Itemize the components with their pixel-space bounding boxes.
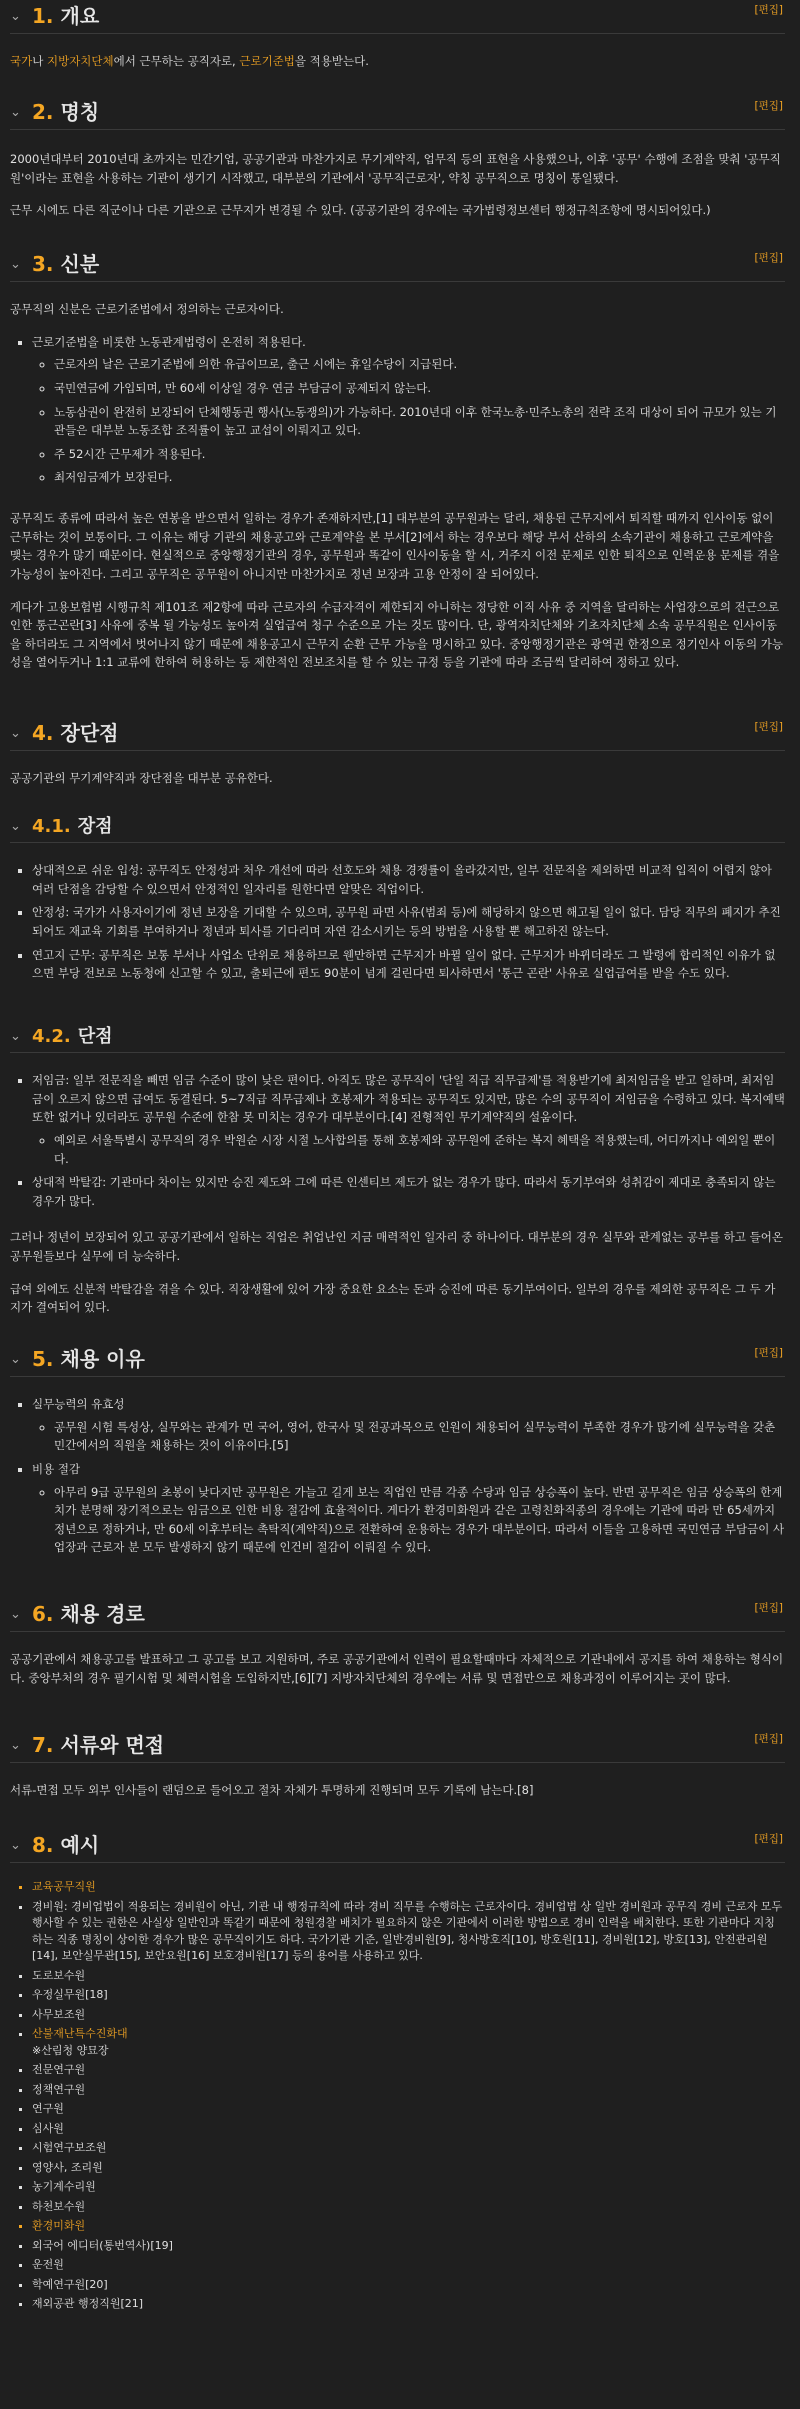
list-item (32, 333, 785, 487)
section-title: 채용 이유 (60, 1347, 145, 1372)
edit-link[interactable]: [편집] (754, 721, 783, 733)
link-local-government[interactable]: 지방자치단체 (46, 54, 114, 68)
section-heading-1 (10, 0, 785, 34)
edit-link[interactable]: [편집] (754, 4, 783, 16)
list-item: ▪ 시험연구보조원 (32, 2140, 785, 2157)
section-number: 4. (32, 721, 54, 746)
list-item-link[interactable]: ▪ 환경미화원 (32, 2218, 785, 2235)
list-text: 근로기준법을 비롯한 노동관계법령이 온전히 적용된다. (32, 334, 306, 349)
list-item: ◦ 공무원 시험 특성상, 실무와는 관계가 먼 국어, 영어, 한국사 및 전공과목으로 인원이 채용되어 실무능력이 부족한 경우가 많기에 실무능력을 갖춘 민간에서의 직원을 채용하는 것이 이유이다.[5] (54, 1418, 785, 1455)
chevron-down-icon[interactable]: ⌄ (10, 104, 21, 120)
section-title: 장단점 (60, 721, 119, 746)
link-country[interactable]: 국가 (10, 54, 33, 68)
list-item: ◦ 국민연금에 가입되며, 만 60세 이상일 경우 연금 부담금이 공제되지 않는다. (54, 379, 785, 398)
paragraph: 서류-면접 모두 외부 인사들이 랜덤으로 들어오고 절차 자체가 투명하게 진행되며 모두 기록에 남는다.[8] (10, 1783, 534, 1797)
chevron-down-icon[interactable]: ⌄ (10, 1737, 21, 1753)
section-number: 6. (32, 1602, 54, 1627)
section-title: 개요 (60, 4, 100, 29)
paragraph: 공공기관의 무기계약직과 장단점을 대부분 공유한다. (10, 771, 273, 785)
list-item (32, 2026, 785, 2059)
chevron-down-icon[interactable]: ⌄ (10, 1837, 21, 1853)
chevron-down-icon[interactable]: ⌄ (10, 1606, 21, 1622)
section-number: 3. (32, 252, 54, 277)
section-number: 2. (32, 100, 54, 125)
section-heading-5 (10, 1343, 785, 1377)
section-title: 서류와 면접 (60, 1733, 165, 1758)
list-item: ▪ 영양사, 조리원 (32, 2160, 785, 2177)
edit-link[interactable]: [편집] (754, 1347, 783, 1359)
list-item: ▪ 사무보조원 (32, 2007, 785, 2024)
list (10, 1395, 785, 1557)
list-text: 비용 절감 (32, 1461, 81, 1476)
section-heading-6 (10, 1598, 785, 1632)
text: 을 적용받는다. (294, 54, 369, 68)
section-title: 신분 (60, 252, 100, 277)
paragraph: 게다가 고용보험법 시행규칙 제101조 제2항에 따라 근로자의 수급자격이 제한되지 아니하는 정당한 이직 사유 중 지역을 달리하는 사업장으로의 전근으로 인한 통근곤란[3] 사유에 중복 될 가능성도 높아져 실업급여 청구 수준으로 가는 것도 많이다. 단, 광역자치단체와 기초자치단체 소속 공무직원은 인사이동을 하더라도 그 지역에서 벗어나지 않기 때문에 채용공고시 근무지 순환 근무 가능을 명시하고 있다. 중앙행정기관은 광역권 한정으로 정기인사 이동의 가능성을 열어두거나 1:1 교류에 한하여 허용하는 등 제한적인 전보조치를 할 수 있는 규정 등을 기관에 따라 조금씩 달리하여 정하고 있다. (10, 599, 783, 670)
list-text: 저임금: 일부 전문직을 빼면 임금 수준이 많이 낮은 편이다. 아직도 많은 공무직이 '단일 직급 직무급제'를 적용받기에 최저임금을 받고 일하며, 최저임금이 오르지 않으면 급여도 동결된다. 5~7직급 직무급제나 호봉제가 적용되는 공무직도 있지만, 많은 수의 공무직이 저임금을 수령하고 있다. 복지예택 또한 없거나 있더라도 공무원 수준에 한참 못 미치는 경우가 대부분이다.[4] 전형적인 무기계약직의 설움이다. (32, 1073, 785, 1125)
section-heading-4-1 (10, 812, 785, 843)
list-note: ※산림청 양묘장 (32, 2043, 109, 2057)
list-item: ◦ 예외로 서울특별시 공무직의 경우 박원순 시장 시절 노사합의를 통해 호봉제와 공무원에 준하는 복지 혜택을 적용했는데, 어디까지나 예외일 뿐이다. (54, 1131, 785, 1168)
chevron-down-icon[interactable]: ⌄ (10, 1351, 21, 1367)
list-item: ▪ 외국어 에디터(통번역사)[19] (32, 2238, 785, 2255)
list-item: ▪ 우정실무원[18] (32, 1987, 785, 2004)
paragraph: 공무직도 종류에 따라서 높은 연봉을 받으면서 일하는 경우가 존재하지만,[1] 대부분의 공무원과는 달리, 채용된 근무지에서 퇴직할 때까지 인사이동 없이 근무하는 것이 보통이다. 그 이유는 해당 기관의 채용공고와 근로계약을 본 부서[2]에서 하는 경우보다 해당 부서 산하의 소속기관이 채용하고 근로계약을 맺는 경우가 많기 때문이다. 현실적으로 중앙행정기관의 경우, 공무원과 똑같이 인사이동을 할 시, 거주지 이전 문제로 인한 퇴직으로 인력운용 문제를 겪을 가능성이 높아진다. 그리고 공무직은 공무원이 아니지만 마찬가지로 정년 보장과 고용 안정이 잘 되어있다. (10, 511, 780, 581)
list-item (32, 1071, 785, 1168)
list-item: ◦ 최저임금제가 보장된다. (54, 468, 785, 487)
chevron-down-icon[interactable]: ⌄ (10, 725, 21, 741)
edit-link[interactable]: [편집] (754, 252, 783, 264)
section-title: 채용 경로 (60, 1602, 145, 1627)
list-item: ▪ 상대적 박탈감: 기관마다 차이는 있지만 승진 제도와 그에 따른 인센티브 제도가 없는 경우가 많다. 따라서 동기부여와 성취감이 제대로 충족되지 않는 경우가 많다. (32, 1173, 785, 1210)
section-heading-4-2 (10, 1022, 785, 1053)
paragraph: 공무직의 신분은 근로기준법에서 정의하는 근로자이다. (10, 302, 284, 316)
list (10, 861, 785, 983)
list-item: ▪ 재외공관 행정직원[21] (32, 2296, 785, 2313)
list (10, 333, 785, 487)
section-title: 명칭 (60, 100, 100, 125)
edit-link[interactable]: [편집] (754, 100, 783, 112)
edit-link[interactable]: [편집] (754, 1833, 783, 1845)
list-item: ▪ 학예연구원[20] (32, 2277, 785, 2294)
list-item: ▪ 운전원 (32, 2257, 785, 2274)
list-item (32, 1395, 785, 1455)
list-item-link[interactable]: ▪ 교육공무직원 (32, 1879, 785, 1896)
section-number: 4.1. (32, 816, 71, 838)
paragraph: 2000년대부터 2010년대 초까지는 민간기업, 공공기관과 마찬가지로 무기계약직, 업무직 등의 표현을 사용했으나, 이후 '공무' 수행에 조점을 맞춰 '공무직원'이라는 표현을 사용하는 기관이 생기기 시작했고, 대부분의 기관에서 '공무직근로자', 약칭 공무직으로 명칭이 통일됐다. (10, 152, 781, 185)
text: 에서 근무하는 공직자로, (113, 54, 240, 68)
section-number: 1. (32, 4, 54, 29)
list-item-link[interactable]: 산불재난특수진화대 (32, 2027, 128, 2040)
section-number: 4.2. (32, 1026, 71, 1048)
chevron-down-icon[interactable]: ⌄ (10, 1029, 21, 1045)
chevron-down-icon[interactable]: ⌄ (10, 819, 21, 835)
list-item: ▪ 연고지 근무: 공무직은 보통 부서나 사업소 단위로 채용하므로 웬만하면 근무지가 바뀔 일이 없다. 근무지가 바뀌더라도 그 발령에 합리적인 이유가 없으면 부당 전보로 노동청에 신고할 수 있고, 출퇴근에 편도 90분이 넘게 걸린다면 퇴사하면서 '통근 곤란' 사유로 실업급여를 받을 수도 있다. (32, 946, 785, 983)
list-item: ▪ 농기계수리원 (32, 2179, 785, 2196)
list-item: ▪ 심사원 (32, 2121, 785, 2138)
section-title: 예시 (60, 1833, 100, 1858)
section-heading-3 (10, 248, 785, 282)
example-list (10, 1879, 785, 2313)
list-item: ▪ 경비원: 경비업법이 적용되는 경비원이 아닌, 기관 내 행정규칙에 따라 경비 직무를 수행하는 근로자이다. 경비업법 상 일반 경비원과 공무직 경비 근로자 모두 행사할 수 있는 권한은 사실상 일반인과 똑같기 때문에 청원경찰 배치가 필요하지 않은 기관에서 이러한 방법으로 경비 인력을 배치한다. 또한 기관마다 지칭하는 직종 명칭이 상이한 경우가 많은 공무직이기도 하다. 국가기관 기준, 일반경비원[9], 청사방호직[10], 방호원[11], 경비원[12], 방호[13], 안전관리원[14], 보안실무관[15], 보안요원[16] 보호경비원[17] 등의 용어를 사용하고 있다. (32, 1899, 785, 1965)
section-title: 장점 (77, 816, 113, 838)
edit-link[interactable]: [편집] (754, 1733, 783, 1745)
section-number: 7. (32, 1733, 54, 1758)
list-item: ◦ 근로자의 날은 근로기준법에 의한 유급이므로, 출근 시에는 휴일수당이 지급된다. (54, 355, 785, 374)
list-item: ▪ 전문연구원 (32, 2062, 785, 2079)
text: 나 (32, 54, 47, 68)
section-number: 5. (32, 1347, 54, 1372)
list-item: ▪ 정책연구원 (32, 2082, 785, 2099)
paragraph: 공공기관에서 채용공고를 발표하고 그 공고를 보고 지원하며, 주로 공공기관에서 인력이 필요할때마다 자체적으로 기관내에서 공지를 하여 채용하는 형식이다. 중앙부처의 경우 필기시험 및 체력시험을 도입하지만,[6][7] 지방자치단체의 경우에는 서류 및 면접만으로 채용과정이 이루어지는 곳이 많다. (10, 1652, 784, 1685)
paragraph: 그러나 정년이 보장되어 있고 공공기관에서 일하는 직업은 취업난인 지금 매력적인 일자리 중 하나이다. 대부분의 경우 실무와 관계없는 공부를 하고 들어온 공무원들보다 실무에 더 능숙하다. (10, 1230, 783, 1263)
list-item: ◦ 아무리 9급 공무원의 초봉이 낮다지만 공무원은 가늘고 길게 보는 직업인 만큼 각종 수당과 임금 상승폭이 높다. 반면 공무직은 임금 상승폭의 한계치가 분명해 장기적으로는 임금으로 인한 비용 절감에 효율적이다. 게다가 환경미화원과 같은 고령친화직종의 경우에는 기관에 따라 만 65세까지 정년으로 정하거나, 만 60세 이후부터는 촉탁직(계약직)으로 전환하여 운용하는 경우가 대부분이다. 따라서 이들을 고용하면 국민연금 부담금이 사업장과 근로자 분 모두 발생하지 않기 때문에 인건비 절감이 이뤄질 수 있다. (54, 1483, 785, 1558)
list-text: 실무능력의 유효성 (32, 1397, 125, 1411)
list-item (32, 1460, 785, 1557)
list-item: ▪ 안정성: 국가가 사용자이기에 정년 보장을 기대할 수 있으며, 공무원 파면 사유(범죄 등)에 해당하지 않으면 해고될 일이 없다. 담당 직무의 폐지가 추진되어도 재교육 기회를 부여하거나 정년과 퇴사를 기다리며 자연 감소시키는 등의 방법을 사용할 뿐 해고하진 않는다. (32, 903, 785, 940)
section-heading-7 (10, 1729, 785, 1763)
list-item: ▪ 도로보수원 (32, 1968, 785, 1985)
chevron-down-icon[interactable]: ⌄ (10, 8, 21, 24)
chevron-down-icon[interactable]: ⌄ (10, 256, 21, 272)
list-item: ◦ 주 52시간 근무제가 적용된다. (54, 445, 785, 464)
section-number: 8. (32, 1833, 54, 1858)
list-item: ▪ 상대적으로 쉬운 입성: 공무직도 안정성과 처우 개선에 따라 선호도와 채용 경쟁률이 올라갔지만, 일부 전문직을 제외하면 비교적 입직이 어렵지 않아 여러 단점을 감당할 수 있으면서 안정적인 일자리를 원한다면 알맞은 직업이다. (32, 861, 785, 898)
section-heading-8 (10, 1829, 785, 1863)
section-heading-4 (10, 717, 785, 751)
paragraph (10, 52, 785, 71)
list (10, 1071, 785, 1210)
list-item: ◦ 노동삼권이 완전히 보장되어 단체행동권 행사(노동쟁의)가 가능하다. 2010년대 이후 한국노총·민주노총의 전략 조직 대상이 되어 규모가 있는 기관들은 대부분 노동조합 조직률이 높고 교섭이 이뤄지고 있다. (54, 403, 785, 440)
section-heading-2 (10, 96, 785, 130)
list-item: ▪ 연구원 (32, 2101, 785, 2118)
link-labor-standards-act[interactable]: 근로기준법 (239, 54, 295, 68)
edit-link[interactable]: [편집] (754, 1602, 783, 1614)
section-title: 단점 (77, 1026, 113, 1048)
paragraph: 급여 외에도 신분적 박탈감을 겪을 수 있다. 직장생활에 있어 가장 중요한 요소는 돈과 승진에 따른 동기부여이다. 일부의 경우를 제외한 공무직은 그 두 가지가 결여되어 있다. (10, 1281, 776, 1315)
list-item: ▪ 하천보수원 (32, 2199, 785, 2216)
paragraph: 근무 시에도 다른 직군이나 다른 기관으로 근무지가 변경될 수 있다. (공공기관의 경우에는 국가법령정보센터 행정규칙조항에 명시되어있다.) (10, 203, 711, 218)
